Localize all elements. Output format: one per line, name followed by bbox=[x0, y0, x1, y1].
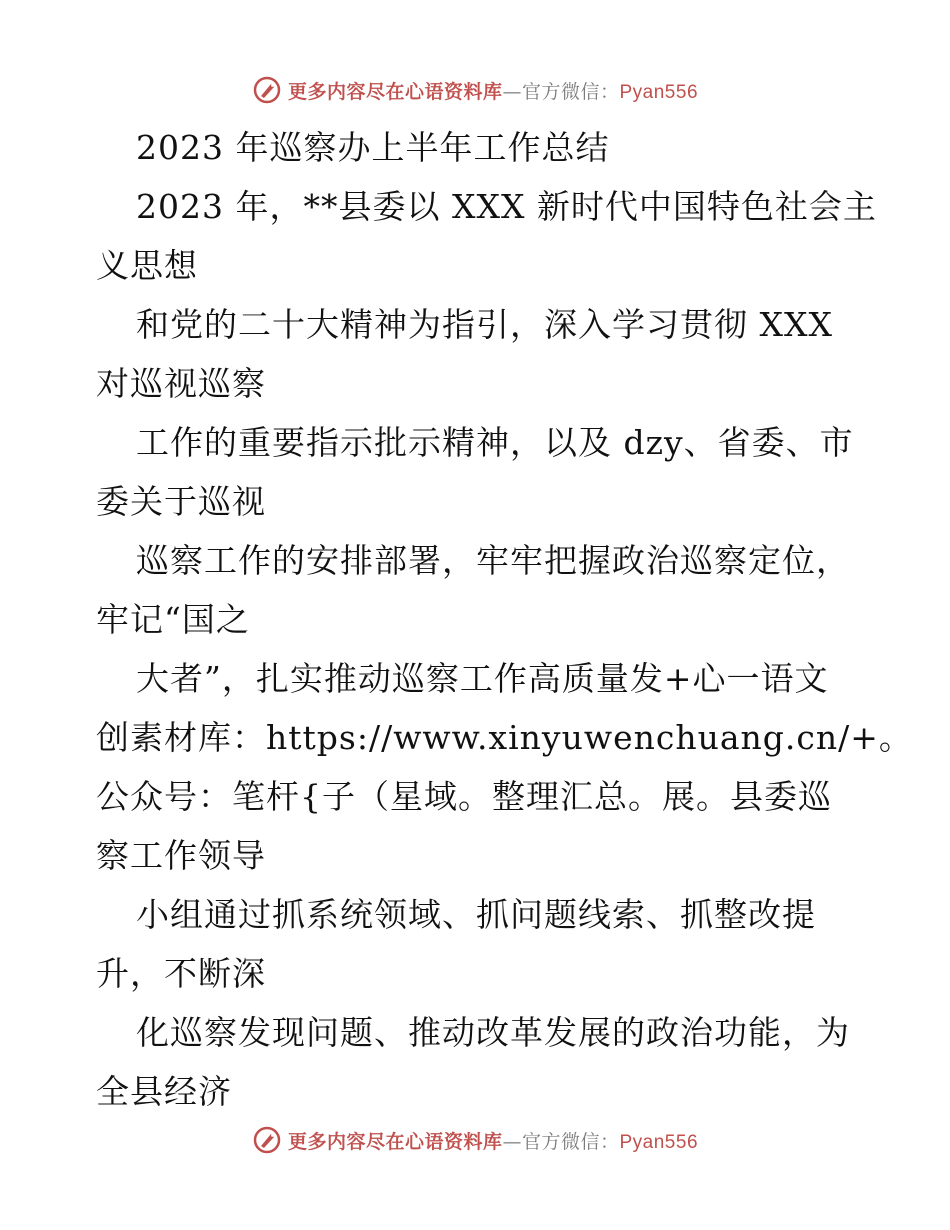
document-line: 巡察工作的安排部署，牢牢把握政治巡察定位， bbox=[136, 541, 850, 580]
banner-wechat-id: Pyan556 bbox=[619, 81, 699, 103]
banner-wechat-label: 官方微信： bbox=[521, 80, 620, 103]
header-banner bbox=[0, 70, 950, 110]
document-line: 小组通过抓系统领域、抓问题线索、抓整改提 bbox=[136, 895, 816, 934]
header-banner-text bbox=[288, 77, 698, 104]
document-line: 公众号：笔杆{子（星域。整理汇总。展。县委巡 bbox=[96, 777, 832, 816]
footer-banner bbox=[0, 1120, 950, 1160]
document-line: 工作的重要指示批示精神，以及 dzy、省委、市 bbox=[136, 423, 854, 462]
banner-site-name: 更多内容尽在心语资料库 bbox=[287, 1130, 503, 1153]
banner-dash: — bbox=[502, 80, 522, 103]
pen-nib-logo-icon bbox=[252, 1125, 282, 1155]
footer-banner-text bbox=[288, 1127, 698, 1154]
document-line: 察工作领导 bbox=[96, 836, 266, 875]
document-body bbox=[96, 118, 913, 1121]
document-line: 委关于巡视 bbox=[96, 482, 266, 521]
pen-nib-logo-icon bbox=[252, 75, 282, 105]
document-line: 大者”，扎实推动巡察工作高质量发+心一语文 bbox=[136, 659, 829, 698]
banner-wechat-label: 官方微信： bbox=[521, 1130, 620, 1153]
banner-wechat-id: Pyan556 bbox=[619, 1131, 699, 1153]
document-line: 全县经济 bbox=[96, 1072, 232, 1111]
banner-dash: — bbox=[502, 1130, 522, 1153]
document-line: 化巡察发现问题、推动改革发展的政治功能，为 bbox=[136, 1013, 850, 1052]
document-line: 牢记“国之 bbox=[96, 600, 250, 639]
document-line: 和党的二十大精神为指引，深入学习贯彻 XXX bbox=[136, 305, 833, 344]
document-line: 2023 年，**县委以 XXX 新时代中国特色社会主 bbox=[136, 187, 877, 226]
banner-site-name: 更多内容尽在心语资料库 bbox=[287, 80, 503, 103]
document-line: 创素材库：https://www.xinyuwenchuang.cn/+。 bbox=[96, 718, 913, 757]
document-line: 升，不断深 bbox=[96, 954, 266, 993]
document-line: 义思想 bbox=[96, 246, 198, 285]
document-title: 2023 年巡察办上半年工作总结 bbox=[136, 128, 610, 167]
document-line: 对巡视巡察 bbox=[96, 364, 266, 403]
